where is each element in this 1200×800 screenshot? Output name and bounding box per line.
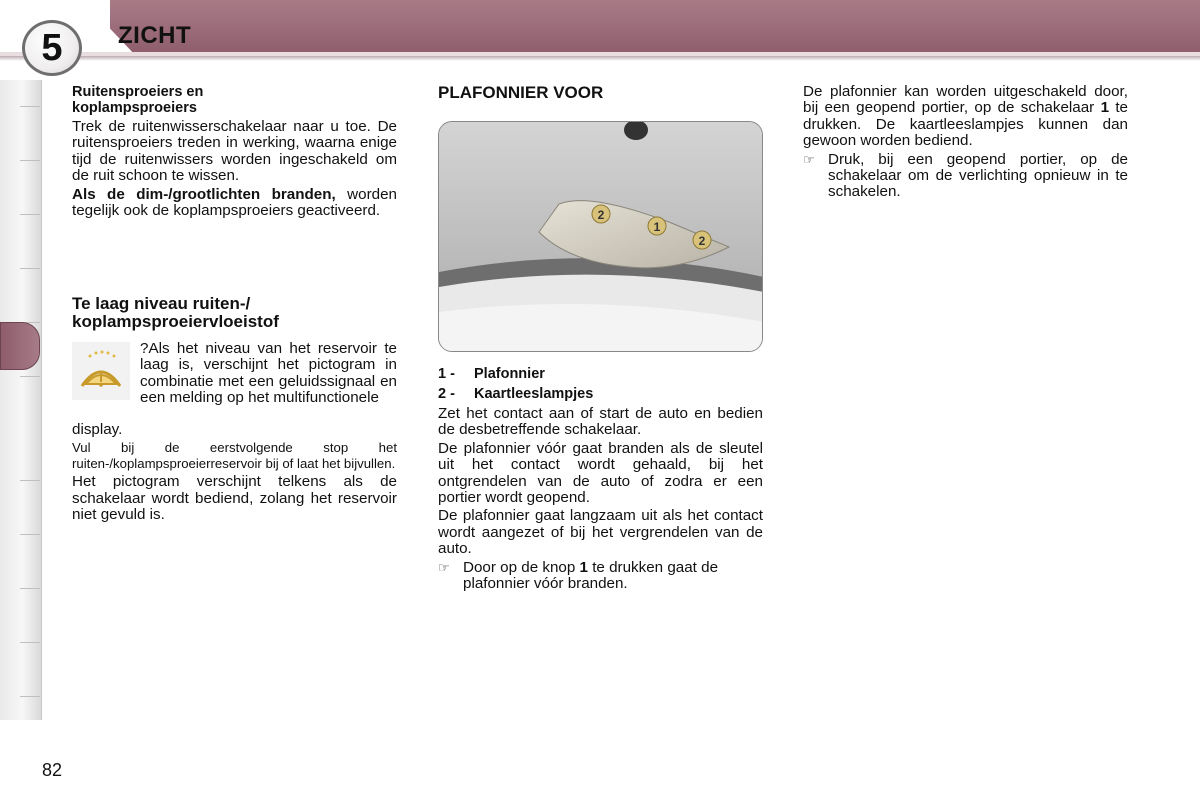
bullet-text-bold: 1 [579, 558, 588, 576]
header-shadow [0, 56, 1200, 61]
paragraph: Het pictogram verschijnt telkens als de schakelaar wordt bediend, zolang het reservoir niet gevuld is. [72, 473, 397, 524]
legend-number: 2 - [438, 386, 455, 402]
tab-separator [20, 160, 40, 161]
bullet-text [463, 560, 763, 593]
paragraph: ?Als het niveau van het reservoir te laag is, verschijnt het pictogram in combinatie met een geluidssignaal en een melding op het multifunctionele [140, 340, 397, 407]
washer-fluid-warning-icon [72, 342, 130, 400]
paragraph: Zet het contact aan of start de auto en bedien de desbetreffende schakelaar. [438, 405, 763, 439]
page-number: 82 [42, 760, 63, 780]
photo-label-1: 1 [653, 220, 661, 234]
photo-label-2: 2 [597, 208, 605, 222]
tab-separator [20, 696, 40, 697]
tab-separator [20, 588, 40, 589]
paragraph: De plafonnier vóór gaat branden als de sleutel uit het contact wordt gehaald, bij het ontgrendelen van de auto of zodra er een portier wordt geopend. [438, 439, 763, 507]
legend-text: Kaartleeslampjes [474, 386, 594, 402]
section-title-fluid-level [72, 295, 397, 331]
section-title-line: Ruitensproeiers en [72, 84, 204, 100]
paragraph-small: Vul bij de eerstvolgende stop het ruiten-/koplampsproeierreservoir bij of laat het bijvullen. [72, 440, 397, 472]
right-column [803, 84, 1128, 201]
bullet-text: Druk, bij een geopend portier, op de schakelaar om de verlichting opnieuw in te schakelen. [828, 150, 1128, 201]
legend-text: Plafonnier [474, 366, 545, 382]
section-title-plafonnier: PLAFONNIER VOOR [438, 83, 604, 102]
emphasis-text: Als de dim-/grootlichten branden, [72, 185, 336, 203]
legend-item [438, 386, 763, 402]
legend-number: 1 - [438, 366, 455, 382]
bullet-item [803, 152, 1128, 201]
tab-separator [20, 642, 40, 643]
chapter-number-badge [22, 20, 82, 76]
emphasis-text: 1 [1100, 99, 1110, 117]
chapter-tab-strip [0, 80, 42, 720]
ceiling-light-photo [438, 121, 763, 352]
paragraph: Trek de ruitenwisserschakelaar naar u toe. De ruitensproeiers treden in werking, waarna enige tijd de ruitenwissers worden ingeschakeld om de ruit schoon te wissen. [72, 118, 397, 185]
paragraph [803, 84, 1128, 150]
bullet-text-part: Door op de knop [463, 558, 580, 576]
left-column [72, 84, 397, 221]
photo-label-2: 2 [698, 234, 706, 248]
tab-separator [20, 268, 40, 269]
chapter-title: ZICHT [118, 22, 192, 49]
tab-separator [20, 534, 40, 535]
section-title-line: koplampsproeiervloeistof [72, 312, 279, 331]
middle-column [438, 366, 763, 592]
legend-item [438, 366, 763, 382]
bullet-text-part: te drukken gaat de plafonnier vóór branden. [463, 558, 719, 593]
chapter-tab-active[interactable] [0, 322, 40, 370]
section-title-line: koplampsproeiers [72, 100, 197, 116]
paragraph-text: De plafonnier kan worden uitgeschakeld door, bij een geopend portier, op de schakelaar [803, 83, 1128, 117]
tab-separator [20, 214, 40, 215]
pointing-hand-icon: ☞ [803, 151, 815, 167]
bullet-item [438, 560, 763, 593]
section-title-line: Te laag niveau ruiten-/ [72, 294, 251, 313]
pointing-hand-icon: ☞ [438, 559, 450, 575]
paragraph-text: worden tegelijk ook de koplampsproeiers geactiveerd. [72, 185, 397, 220]
paragraph: De plafonnier gaat langzaam uit als het contact wordt aangezet of bij het vergrendelen van de auto. [438, 507, 763, 558]
paragraph: display. [72, 421, 123, 438]
tab-separator [20, 480, 40, 481]
left-column-lower [72, 422, 397, 526]
paragraph-text: te drukken. De kaartleeslampjes kunnen dan gewoon worden bediend. [803, 99, 1129, 150]
paragraph [72, 187, 397, 220]
section-title-washers [72, 84, 397, 116]
chapter-number: 5 [41, 26, 63, 69]
tab-separator [20, 376, 40, 377]
tab-separator [20, 106, 40, 107]
